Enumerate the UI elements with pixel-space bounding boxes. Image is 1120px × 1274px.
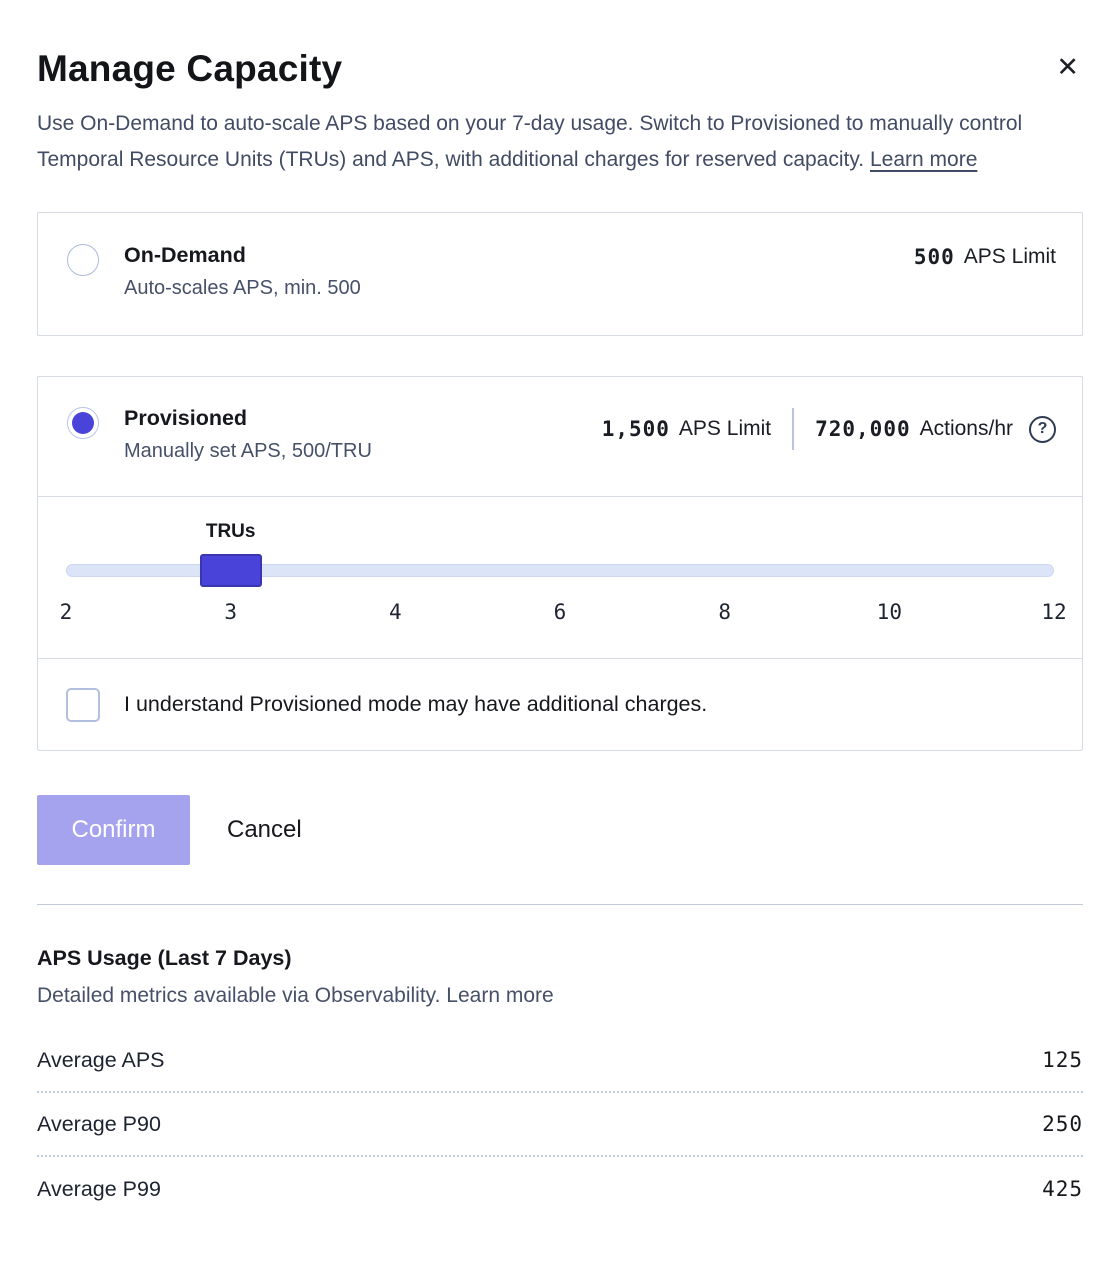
provisioned-actions-value: 720,000: [815, 417, 911, 441]
usage-title: APS Usage (Last 7 Days): [37, 946, 292, 970]
slider-label: TRUs: [205, 521, 256, 542]
dialog-header: [37, 48, 1083, 90]
provisioned-radio[interactable]: [67, 407, 99, 439]
table-row: [37, 1093, 1083, 1157]
metric-label: Average APS: [37, 1047, 165, 1072]
confirm-button[interactable]: Confirm: [37, 795, 190, 865]
aps-usage-section: [37, 946, 1083, 1221]
table-row: [37, 1029, 1083, 1093]
provisioned-texts: [124, 406, 372, 463]
values-divider: [792, 408, 794, 450]
cancel-button[interactable]: Cancel: [227, 816, 302, 843]
on-demand-values: [914, 243, 1056, 269]
on-demand-radio[interactable]: [67, 244, 99, 276]
provisioned-radio-dot: [72, 412, 94, 434]
provisioned-row: [38, 377, 1082, 463]
acknowledge-section: [38, 658, 1082, 750]
acknowledge-checkbox[interactable]: [66, 688, 100, 722]
slider-tick: 8: [718, 600, 731, 624]
usage-subtitle: [37, 984, 1083, 1008]
provisioned-label: Provisioned: [124, 406, 248, 430]
tru-slider-section: [38, 496, 1082, 658]
usage-learn-more-link[interactable]: Learn more: [446, 984, 554, 1007]
metric-value: 250: [1042, 1112, 1083, 1136]
usage-subtitle-text: Detailed metrics available via Observability.: [37, 984, 441, 1007]
acknowledge-label: I understand Provisioned mode may have additional charges.: [124, 692, 708, 716]
on-demand-label: On-Demand: [124, 243, 246, 267]
provisioned-aps-value: 1,500: [601, 417, 670, 441]
slider-tick: 3: [224, 600, 237, 624]
table-row: [37, 1157, 1083, 1221]
on-demand-aps-unit: APS Limit: [963, 245, 1056, 268]
dialog-description: [37, 106, 1083, 178]
on-demand-aps-value: 500: [913, 245, 955, 269]
slider-tick: 6: [553, 600, 567, 624]
provisioned-option-card: [37, 376, 1083, 751]
provisioned-actions-unit: Actions/hr: [919, 417, 1013, 440]
page-title: Manage Capacity: [37, 48, 343, 89]
help-icon[interactable]: ?: [1029, 416, 1056, 443]
metric-value: 125: [1042, 1048, 1083, 1072]
provisioned-aps-unit: APS Limit: [678, 417, 772, 440]
tru-slider: [59, 497, 1067, 658]
metric-value: 425: [1042, 1177, 1083, 1201]
provisioned-sublabel: Manually set APS, 500/TRU: [124, 440, 372, 462]
on-demand-sublabel: Auto-scales APS, min. 500: [124, 277, 361, 299]
metric-label: Average P99: [37, 1176, 161, 1201]
slider-tick: 12: [1041, 600, 1067, 624]
dialog-actions: [37, 795, 1083, 865]
on-demand-texts: [124, 243, 361, 300]
slider-thumb[interactable]: [200, 554, 262, 587]
close-icon[interactable]: ✕: [1052, 48, 1083, 87]
slider-ticks: [59, 600, 1067, 640]
on-demand-row: [38, 213, 1082, 300]
description-text: Use On-Demand to auto-scale APS based on your 7-day usage. Switch to Provisioned to manually control Temporal Resource Units (TRUs) and APS, with additional charges for reserved capacity.: [37, 112, 1023, 171]
on-demand-option-card[interactable]: [37, 212, 1083, 336]
metric-label: Average P90: [37, 1111, 161, 1136]
provisioned-values: [602, 406, 1056, 450]
slider-tick: 4: [389, 600, 402, 624]
usage-metrics-table: [37, 1029, 1083, 1221]
slider-tick: 2: [59, 600, 73, 624]
learn-more-link[interactable]: Learn more: [869, 148, 978, 171]
slider-tick: 10: [876, 600, 902, 624]
section-divider: [37, 904, 1083, 905]
